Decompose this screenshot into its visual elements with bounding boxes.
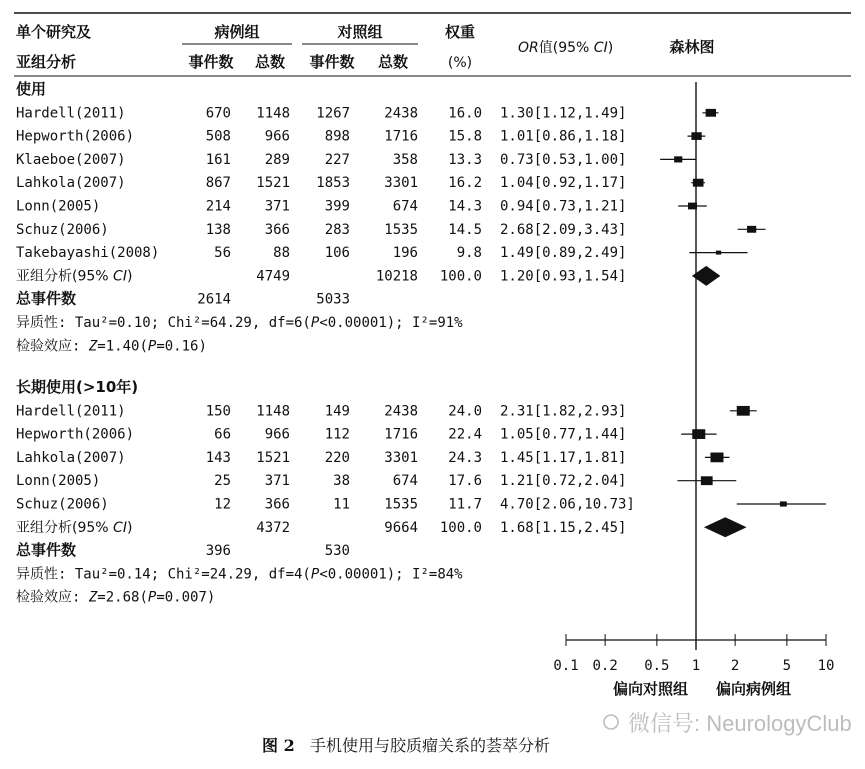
or-ci-cell: 1.30[1.12,1.49] — [500, 105, 627, 122]
ctrl-total-cell: 3301 — [384, 449, 418, 466]
or-ci-cell: 1.04[0.92,1.17] — [500, 175, 627, 192]
x-tick-label: 5 — [782, 658, 792, 674]
overall-effect-b: =0.16) — [156, 338, 207, 355]
caption-text: 手机使用与胶质瘤关系的荟萃分析 — [310, 736, 551, 755]
study-marker — [747, 226, 756, 233]
weight-cell: 24.0 — [448, 403, 482, 420]
subtotal-diamond — [704, 517, 747, 537]
header-or-italic: OR — [518, 40, 539, 56]
subtotal-ctrl-total: 10218 — [375, 268, 418, 285]
ctrl-events-cell: 399 — [324, 198, 350, 215]
study-name: Hardell(2011) — [16, 105, 126, 122]
caption-label: 图 2 — [262, 736, 295, 755]
header-case-group: 病例组 — [214, 23, 260, 41]
heterogeneity-a: 异质性: Tau²=0.10; Chi²=64.29, df=6( — [16, 315, 311, 331]
case-events-cell: 150 — [205, 403, 231, 420]
overall-effect-text — [16, 337, 207, 354]
x-axis-right-label: 偏向病例组 — [716, 680, 792, 698]
subtotal-case-total: 4749 — [256, 268, 290, 285]
case-total-cell: 371 — [264, 198, 290, 215]
case-total-cell: 1521 — [256, 175, 290, 192]
study-marker — [716, 251, 721, 255]
subtotal-label-prefix: 亚组分析(95% — [16, 519, 109, 536]
ctrl-events-cell: 11 — [333, 496, 350, 513]
header-case-total: 总数 — [254, 53, 286, 71]
study-name: Hepworth(2006) — [16, 128, 135, 145]
ctrl-events-cell: 283 — [324, 221, 350, 238]
case-events-cell: 670 — [205, 105, 231, 122]
header-ctrl-total: 总数 — [377, 53, 409, 71]
ctrl-total-cell: 1535 — [384, 496, 418, 513]
study-name: Lahkola(2007) — [16, 449, 126, 466]
case-events-cell: 867 — [205, 175, 231, 192]
ctrl-events-cell: 38 — [333, 473, 350, 490]
case-total-cell: 966 — [264, 426, 290, 443]
overall-effect-p: P — [147, 338, 157, 355]
study-marker — [674, 156, 682, 162]
header-or-ci: CI — [593, 40, 608, 56]
study-marker — [693, 179, 704, 187]
total-events-ctrl: 5033 — [316, 291, 350, 308]
case-events-cell: 56 — [214, 245, 231, 262]
x-tick-label: 0.1 — [553, 658, 579, 674]
overall-effect-a: =2.68( — [97, 589, 148, 606]
ctrl-events-cell: 220 — [324, 449, 350, 466]
subtotal-ctrl-total: 9664 — [384, 519, 418, 536]
x-tick-label: 10 — [817, 658, 835, 674]
subtotal-label-ci: CI — [113, 519, 127, 536]
or-ci-cell: 1.45[1.17,1.81] — [500, 449, 627, 466]
header-or — [518, 39, 613, 56]
weight-cell: 16.2 — [448, 175, 482, 192]
subtotal-or-ci: 1.20[0.93,1.54] — [500, 268, 627, 285]
study-marker — [710, 453, 723, 463]
subgroup-title: 长期使用(>10年) — [16, 378, 139, 396]
subtotal-label-prefix: 亚组分析(95% — [16, 268, 109, 285]
subtotal-weight: 100.0 — [439, 268, 482, 285]
ctrl-events-cell: 149 — [324, 403, 350, 420]
weight-cell: 14.5 — [448, 221, 482, 238]
case-events-cell: 143 — [205, 449, 231, 466]
heterogeneity-a: 异质性: Tau²=0.14; Chi²=24.29, df=4( — [16, 566, 311, 583]
subtotal-label-close: ) — [126, 268, 133, 285]
or-ci-cell: 2.31[1.82,2.93] — [500, 403, 627, 420]
weight-cell: 14.3 — [448, 198, 482, 215]
total-events-label: 总事件数 — [16, 289, 77, 308]
study-name: Schuz(2006) — [16, 221, 109, 238]
case-total-cell: 366 — [264, 496, 290, 513]
header-case-events: 事件数 — [188, 53, 234, 71]
header-or-close: ) — [607, 40, 614, 56]
weight-cell: 17.6 — [448, 473, 482, 490]
heterogeneity-b: <0.00001); I²=91% — [319, 315, 463, 331]
ctrl-total-cell: 674 — [392, 473, 418, 490]
ctrl-total-cell: 196 — [392, 245, 418, 262]
ctrl-events-cell: 1267 — [316, 105, 350, 122]
or-ci-cell: 2.68[2.09,3.43] — [500, 221, 627, 238]
subtotal-case-total: 4372 — [256, 519, 290, 536]
study-name: Hardell(2011) — [16, 403, 126, 420]
x-tick-label: 1 — [691, 658, 701, 674]
study-name: Hepworth(2006) — [16, 426, 135, 443]
total-events-label: 总事件数 — [16, 541, 77, 560]
study-name: Lahkola(2007) — [16, 175, 126, 192]
header-ctrl-events: 事件数 — [309, 53, 355, 71]
overall-effect-z: Z — [88, 338, 98, 355]
subtotal-label-close: ) — [126, 519, 133, 536]
ctrl-total-cell: 2438 — [384, 403, 418, 420]
heterogeneity-b: <0.00001); I²=84% — [319, 566, 463, 583]
weight-cell: 16.0 — [448, 105, 482, 122]
header-weight-line2: (%) — [447, 55, 473, 71]
subgroup-title: 使用 — [16, 80, 47, 98]
heterogeneity-text — [16, 565, 463, 582]
heterogeneity-text — [16, 314, 463, 331]
study-marker — [692, 429, 705, 439]
overall-effect-p: P — [147, 589, 157, 606]
header-or-rest: 值(95% — [538, 40, 590, 56]
x-tick-label: 0.5 — [644, 658, 670, 674]
x-tick-label: 2 — [730, 658, 740, 674]
header-forest: 森林图 — [669, 38, 715, 56]
or-ci-cell: 1.49[0.89,2.49] — [500, 245, 627, 262]
study-name: Lonn(2005) — [16, 473, 101, 490]
study-marker — [737, 406, 750, 416]
total-events-case: 396 — [205, 543, 231, 560]
study-marker — [706, 109, 716, 117]
case-events-cell: 508 — [205, 128, 231, 145]
or-ci-cell: 1.05[0.77,1.44] — [500, 426, 627, 443]
table-rows — [16, 80, 635, 606]
case-events-cell: 12 — [214, 496, 231, 513]
case-total-cell: 1148 — [256, 403, 290, 420]
ctrl-total-cell: 1535 — [384, 221, 418, 238]
weight-cell: 24.3 — [448, 449, 482, 466]
header-weight-line1: 权重 — [444, 23, 476, 41]
or-ci-cell: 1.21[0.72,2.04] — [500, 473, 627, 490]
overall-effect-a: =1.40( — [97, 338, 148, 355]
case-events-cell: 138 — [205, 221, 231, 238]
weight-cell: 11.7 — [448, 496, 482, 513]
overall-effect-z: Z — [88, 589, 98, 606]
total-events-ctrl: 530 — [324, 543, 350, 560]
case-total-cell: 371 — [264, 473, 290, 490]
overall-effect-label: 检验效应: — [16, 338, 89, 355]
case-events-cell: 214 — [205, 198, 231, 215]
ctrl-total-cell: 3301 — [384, 175, 418, 192]
ctrl-events-cell: 898 — [324, 128, 350, 145]
ctrl-events-cell: 227 — [324, 151, 350, 168]
x-tick-label: 0.2 — [592, 658, 618, 674]
study-marker — [780, 501, 787, 506]
subtotal-or-ci: 1.68[1.15,2.45] — [500, 519, 627, 536]
total-events-case: 2614 — [197, 291, 231, 308]
overall-effect-text — [16, 589, 215, 606]
case-total-cell: 289 — [264, 151, 290, 168]
or-ci-cell: 0.73[0.53,1.00] — [500, 151, 627, 168]
study-name: Klaeboe(2007) — [16, 151, 126, 168]
weight-cell: 15.8 — [448, 128, 482, 145]
study-name: Takebayashi(2008) — [16, 245, 160, 262]
ctrl-events-cell: 112 — [324, 426, 350, 443]
subtotal-label — [16, 519, 132, 536]
case-events-cell: 66 — [214, 426, 231, 443]
overall-effect-label: 检验效应: — [16, 589, 89, 606]
ctrl-events-cell: 1853 — [316, 175, 350, 192]
study-name: Schuz(2006) — [16, 496, 109, 513]
case-total-cell: 966 — [264, 128, 290, 145]
ctrl-total-cell: 358 — [392, 151, 418, 168]
header-study-line2: 亚组分析 — [16, 53, 77, 71]
wechat-icon — [604, 715, 618, 729]
header-control-group: 对照组 — [337, 23, 383, 41]
or-ci-cell: 0.94[0.73,1.21] — [500, 198, 627, 215]
weight-cell: 22.4 — [448, 426, 482, 443]
subtotal-label — [16, 267, 132, 284]
or-ci-cell: 1.01[0.86,1.18] — [500, 128, 627, 145]
weight-cell: 9.8 — [456, 245, 482, 262]
x-axis-left-label: 偏向对照组 — [612, 680, 688, 698]
weight-cell: 13.3 — [448, 151, 482, 168]
header-study-line1: 单个研究及 — [16, 23, 92, 41]
watermark-text: 微信号: NeurologyClub — [628, 711, 852, 736]
case-events-cell: 161 — [205, 151, 231, 168]
watermark — [604, 711, 852, 736]
heterogeneity-p: P — [310, 566, 320, 583]
heterogeneity-p: P — [310, 315, 320, 331]
case-total-cell: 366 — [264, 221, 290, 238]
ctrl-events-cell: 106 — [324, 245, 350, 262]
subtotal-label-ci: CI — [113, 268, 127, 285]
or-ci-cell: 4.70[2.06,10.73] — [500, 496, 635, 513]
study-marker — [701, 476, 713, 485]
ctrl-total-cell: 1716 — [384, 426, 418, 443]
case-total-cell: 1521 — [256, 449, 290, 466]
case-total-cell: 1148 — [256, 105, 290, 122]
case-events-cell: 25 — [214, 473, 231, 490]
case-total-cell: 88 — [273, 245, 290, 262]
ctrl-total-cell: 2438 — [384, 105, 418, 122]
study-name: Lonn(2005) — [16, 198, 101, 215]
overall-effect-b: =0.007) — [156, 589, 216, 606]
subtotal-weight: 100.0 — [439, 519, 482, 536]
ctrl-total-cell: 1716 — [384, 128, 418, 145]
ctrl-total-cell: 674 — [392, 198, 418, 215]
